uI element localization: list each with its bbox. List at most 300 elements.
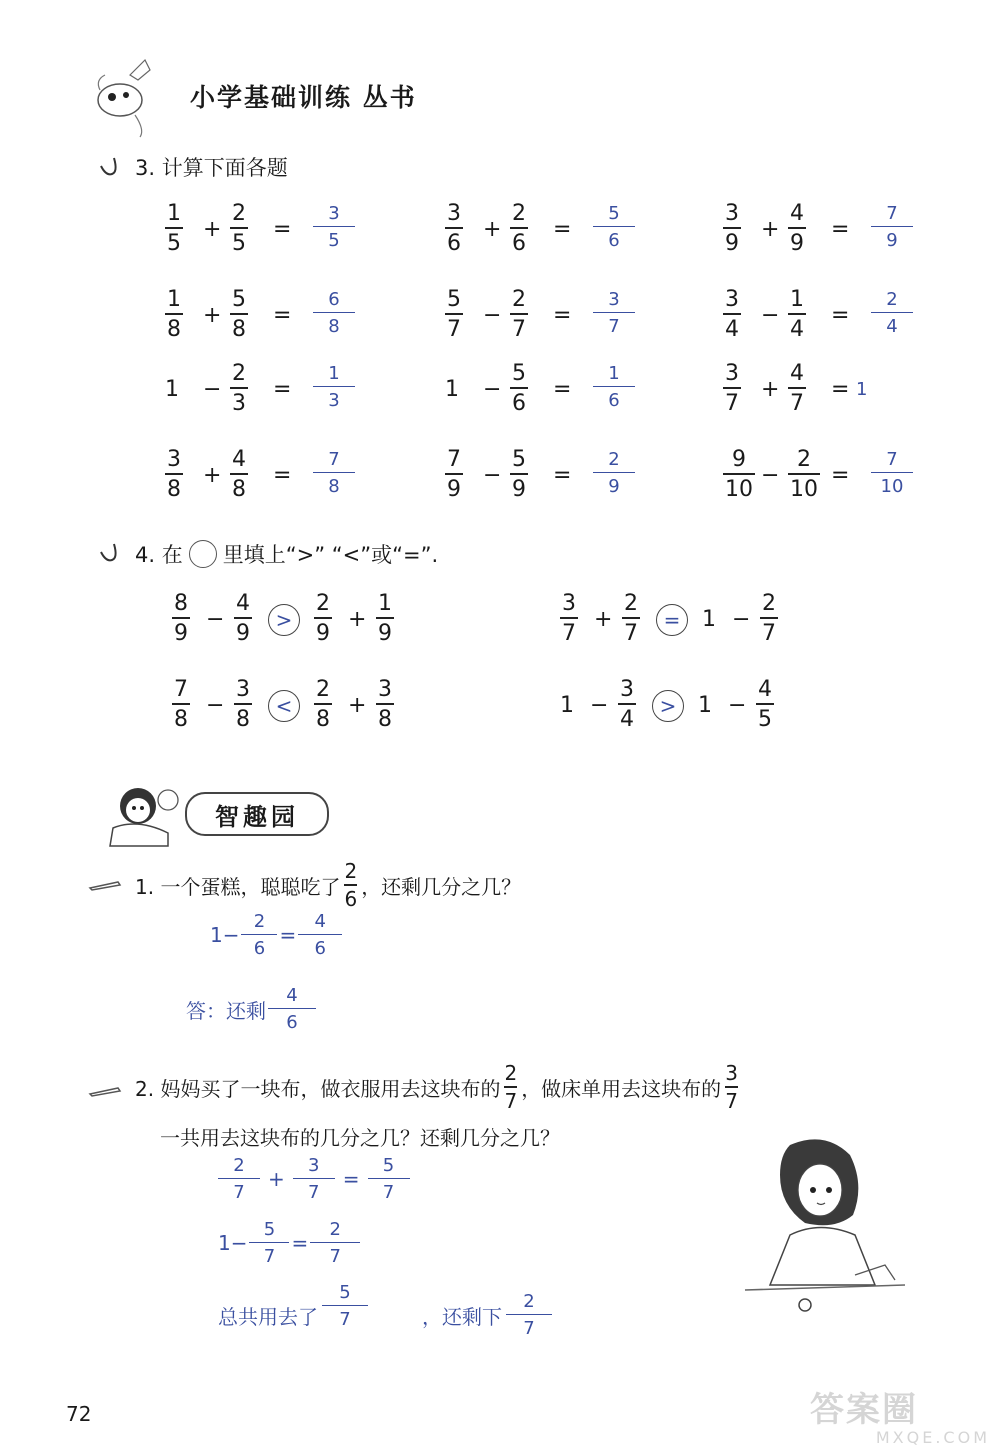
numerator: 2 [316, 591, 330, 616]
girl-reading-icon [98, 778, 188, 848]
fraction [445, 288, 463, 342]
fraction [165, 202, 183, 256]
denominator: 7 [308, 1181, 320, 1203]
fraction [445, 448, 463, 502]
fraction [376, 678, 394, 732]
fraction [510, 288, 528, 342]
fraction [234, 678, 252, 732]
numerator: 3 [328, 203, 340, 224]
numerator: 5 [382, 1155, 395, 1176]
numerator: 3 [725, 1061, 738, 1085]
fraction-bar [313, 226, 355, 227]
answer-fraction [313, 450, 355, 497]
numerator: 2 [329, 1219, 341, 1240]
numerator: 3 [608, 289, 620, 310]
problem-2-text-a: 2. 妈妈买了一块布，做衣服用去这块布的 [135, 1076, 501, 1101]
numerator: 3 [447, 201, 461, 226]
fraction-bar [445, 473, 463, 475]
fraction-bar [313, 312, 355, 313]
fraction-bar [788, 313, 806, 315]
fraction [723, 448, 755, 502]
fraction-bar [756, 703, 774, 705]
fraction-bar [445, 313, 463, 315]
comparison-sign: < [275, 694, 293, 718]
fraction-bar [165, 227, 183, 229]
denominator: 7 [329, 1245, 341, 1267]
fraction-bar [165, 473, 183, 475]
fraction-bar [234, 703, 252, 705]
numerator: 3 [167, 447, 181, 472]
series-title: 小学基础训练 丛书 [190, 83, 417, 112]
problem-2-text-b: ，做床单用去这块布的 [521, 1076, 722, 1101]
answer-fraction [871, 450, 913, 497]
operator: + [203, 303, 222, 328]
numerator: 3 [308, 1155, 320, 1176]
numerator: 4 [758, 677, 772, 702]
denominator: 7 [725, 1089, 738, 1113]
answer-fraction [593, 204, 635, 251]
fraction-bar [871, 226, 913, 227]
zhiqu-banner [185, 792, 329, 836]
fraction [293, 1156, 335, 1203]
denominator: 7 [263, 1245, 276, 1267]
fraction [788, 362, 806, 416]
problem-2-line-2: 一共用去这块布的几分之几？还剩几分之几？ [160, 1126, 560, 1150]
answer-label: 答：还剩 [186, 998, 266, 1023]
numerator: 3 [725, 201, 739, 226]
fraction [560, 592, 578, 646]
fraction-bar [871, 472, 913, 473]
operator: − [483, 377, 502, 402]
operator: = [342, 1167, 360, 1192]
denominator: 9 [316, 621, 330, 647]
denominator: 9 [512, 477, 526, 503]
problem-1-answer [186, 986, 316, 1033]
numerator: 7 [174, 677, 188, 702]
fraction [165, 288, 183, 342]
mascot-icon [90, 55, 170, 140]
denominator: 4 [886, 315, 898, 337]
work-equals: = [279, 923, 297, 948]
numerator: 5 [339, 1282, 351, 1303]
operator: − [206, 607, 225, 632]
fraction [788, 448, 820, 502]
denominator: 9 [790, 231, 804, 257]
numerator: 1 [167, 287, 181, 312]
page-number: 72 [66, 1402, 92, 1426]
numerator: 2 [233, 1155, 245, 1176]
fraction-bar [622, 617, 640, 619]
problem-1-text [135, 860, 521, 910]
fraction [510, 362, 528, 416]
operator: + [483, 217, 502, 242]
numerator: 2 [253, 911, 266, 932]
operator: = [831, 377, 850, 402]
comparison-sign: > [275, 608, 293, 632]
fraction-bar [368, 1178, 410, 1179]
numerator: 3 [236, 677, 250, 702]
denominator: 8 [328, 315, 340, 337]
problem-1-text-a: 1. 一个蛋糕，聪聪吃了 [135, 874, 341, 899]
fraction-bar [510, 387, 528, 389]
numerator: 2 [232, 361, 246, 386]
fraction-bar [723, 227, 741, 229]
numerator: 7 [886, 203, 898, 224]
problem-2-work-2 [218, 1220, 360, 1267]
numerator: 2 [523, 1291, 535, 1312]
denominator: 7 [562, 621, 576, 647]
fraction [165, 448, 183, 502]
numerator: 5 [447, 287, 461, 312]
operator: − [590, 693, 609, 718]
fraction [760, 592, 778, 646]
denominator: 4 [790, 317, 804, 343]
denominator: 5 [167, 231, 181, 257]
answer-fraction [871, 204, 913, 251]
operator: − [483, 463, 502, 488]
check-mark-icon [98, 540, 126, 568]
fraction [622, 592, 640, 646]
fraction-bar [230, 473, 248, 475]
fraction-bar [510, 473, 528, 475]
fraction-bar [376, 703, 394, 705]
operator: + [761, 377, 780, 402]
summary-fraction-2 [506, 1292, 552, 1339]
fraction [445, 202, 463, 256]
numerator: 9 [732, 447, 746, 472]
fraction-bar [723, 387, 741, 389]
denominator: 7 [382, 1181, 395, 1203]
numerator: 2 [608, 449, 620, 470]
fraction-bar [760, 617, 778, 619]
summary-label-2: ，还剩下 [422, 1304, 502, 1329]
denominator: 8 [232, 317, 246, 343]
fraction-bar [218, 1178, 260, 1179]
operator: = [553, 217, 572, 242]
denominator: 6 [608, 389, 620, 411]
denominator: 6 [253, 937, 266, 959]
section-3-title: 3. 计算下面各题 [135, 156, 288, 180]
numerator: 6 [328, 289, 340, 310]
number: 1 [165, 377, 179, 402]
numerator: 5 [608, 203, 620, 224]
denominator: 7 [233, 1181, 245, 1203]
denominator: 7 [790, 391, 804, 417]
fraction-bar [593, 226, 635, 227]
number: 1 [698, 693, 712, 718]
pencil-icon [88, 876, 122, 896]
watermark-logo-text: 答案圈 [810, 1390, 918, 1430]
operator: + [348, 607, 367, 632]
fraction-bar [593, 472, 635, 473]
denominator: 7 [523, 1317, 535, 1339]
numerator: 1 [790, 287, 804, 312]
zhiqu-title: 智趣园 [215, 802, 299, 831]
fraction [368, 1156, 410, 1203]
numerator: 2 [624, 591, 638, 616]
numerator: 4 [236, 591, 250, 616]
denominator: 3 [328, 389, 340, 411]
watermark [810, 1392, 990, 1446]
problem-2-fraction-1 [504, 1062, 517, 1112]
denominator: 7 [512, 317, 526, 343]
operator: = [553, 377, 572, 402]
denominator: 8 [378, 707, 392, 733]
operator: + [761, 217, 780, 242]
numerator: 1 [167, 201, 181, 226]
girl-sewing-illustration [735, 1135, 915, 1320]
fraction-bar [230, 227, 248, 229]
fraction-bar [723, 313, 741, 315]
fraction-bar [172, 617, 190, 619]
comparison-sign: > [659, 694, 677, 718]
operator: − [761, 303, 780, 328]
answer-fraction [313, 204, 355, 251]
answer-value: 1 [856, 379, 868, 400]
numerator: 2 [762, 591, 776, 616]
fraction-bar [510, 313, 528, 315]
answer-fraction [313, 364, 355, 411]
numerator: 3 [725, 287, 739, 312]
fraction-bar [376, 617, 394, 619]
numerator: 3 [378, 677, 392, 702]
number: 1 [702, 607, 716, 632]
denominator: 6 [608, 229, 620, 251]
fraction-bar [788, 387, 806, 389]
denominator: 9 [236, 621, 250, 647]
operator: + [203, 463, 222, 488]
denominator: 4 [620, 707, 634, 733]
fraction [723, 362, 741, 416]
operator: = [831, 217, 850, 242]
fraction-bar [230, 313, 248, 315]
denominator: 6 [314, 937, 326, 959]
numerator: 3 [620, 677, 634, 702]
fraction-bar [313, 386, 355, 387]
numerator: 7 [447, 447, 461, 472]
fraction-bar [445, 227, 463, 229]
summary-label-1: 总共用去了 [218, 1304, 318, 1329]
fraction-bar [560, 617, 578, 619]
numerator: 3 [725, 361, 739, 386]
summary-fraction-1 [322, 1283, 368, 1330]
operator: + [268, 1167, 285, 1192]
check-mark-icon [98, 154, 126, 182]
numerator: 4 [314, 911, 326, 932]
denominator: 7 [447, 317, 461, 343]
operator: = [273, 303, 292, 328]
work-fraction-2 [298, 912, 342, 959]
fraction-bar [313, 472, 355, 473]
fraction-bar [234, 617, 252, 619]
numerator: 2 [512, 287, 526, 312]
fraction [230, 362, 248, 416]
fraction [314, 592, 332, 646]
work-equals: = [291, 1231, 309, 1256]
problem-1-fraction [344, 860, 357, 910]
numerator: 4 [286, 985, 298, 1006]
denominator: 7 [624, 621, 638, 647]
fraction [230, 202, 248, 256]
denominator: 7 [339, 1308, 351, 1330]
comparison-sign: = [663, 608, 681, 632]
problem-1-work [210, 912, 342, 959]
denominator: 9 [608, 475, 620, 497]
fraction-bar [593, 386, 635, 387]
denominator: 10 [790, 477, 818, 503]
fraction [788, 202, 806, 256]
operator: = [831, 303, 850, 328]
fraction-bar [293, 1178, 335, 1179]
denominator: 6 [286, 1011, 298, 1033]
numerator: 1 [328, 363, 340, 384]
fraction [618, 678, 636, 732]
answer-fraction [268, 986, 316, 1033]
operator: = [553, 463, 572, 488]
denominator: 6 [344, 887, 358, 911]
numerator: 2 [512, 201, 526, 226]
fraction [172, 592, 190, 646]
blank-circle-icon [189, 540, 217, 568]
operator: = [273, 463, 292, 488]
fraction-bar [314, 617, 332, 619]
problem-2-work-1 [218, 1156, 410, 1203]
fraction-bar [788, 473, 820, 475]
work-fraction-2 [310, 1220, 360, 1267]
denominator: 10 [725, 477, 753, 503]
fraction [756, 678, 774, 732]
operator: − [761, 463, 780, 488]
operator: − [203, 377, 222, 402]
fraction [230, 288, 248, 342]
fraction [218, 1156, 260, 1203]
fraction-bar [871, 312, 913, 313]
numerator: 2 [886, 289, 898, 310]
problem-2-text [135, 1062, 742, 1112]
numerator: 8 [174, 591, 188, 616]
numerator: 7 [328, 449, 340, 470]
numerator: 5 [263, 1219, 276, 1240]
watermark-url: MXQE.COM [875, 1428, 990, 1447]
fraction-bar [230, 387, 248, 389]
problem-1-text-b: ，还剩几分之几？ [361, 874, 522, 899]
answer-fraction [313, 290, 355, 337]
fraction [172, 678, 190, 732]
operator: = [273, 377, 292, 402]
fraction-bar [593, 312, 635, 313]
denominator: 3 [232, 391, 246, 417]
fraction [230, 448, 248, 502]
number: 1 [445, 377, 459, 402]
denominator: 8 [328, 475, 340, 497]
fraction [376, 592, 394, 646]
denominator: 5 [328, 229, 340, 251]
work-fraction-1 [249, 1220, 289, 1267]
work-lead: 1− [218, 1231, 248, 1256]
numerator: 1 [608, 363, 620, 384]
operator: − [483, 303, 502, 328]
denominator: 7 [725, 391, 739, 417]
denominator: 10 [880, 475, 904, 497]
pencil-icon [88, 1082, 122, 1102]
numerator: 5 [232, 287, 246, 312]
operator: + [594, 607, 613, 632]
operator: = [831, 463, 850, 488]
denominator: 9 [725, 231, 739, 257]
section-4-title-end: 里填上“>” “<”或“=”. [222, 543, 439, 567]
numerator: 7 [886, 449, 898, 470]
denominator: 4 [725, 317, 739, 343]
operator: − [206, 693, 225, 718]
denominator: 7 [504, 1089, 518, 1113]
section-4-title-start: 4. 在 [135, 543, 183, 567]
numerator: 2 [797, 447, 811, 472]
fraction [723, 202, 741, 256]
denominator: 8 [167, 317, 181, 343]
numerator: 2 [504, 1061, 518, 1085]
denominator: 6 [512, 231, 526, 257]
fraction-bar [788, 227, 806, 229]
fraction [234, 592, 252, 646]
denominator: 7 [762, 621, 776, 647]
operator: − [732, 607, 751, 632]
denominator: 8 [174, 707, 188, 733]
denominator: 8 [167, 477, 181, 503]
numerator: 2 [344, 859, 358, 883]
denominator: 9 [447, 477, 461, 503]
comparison-circle [268, 690, 300, 722]
answer-fraction [871, 290, 913, 337]
fraction-bar [172, 703, 190, 705]
denominator: 9 [886, 229, 898, 251]
answer-fraction [593, 450, 635, 497]
denominator: 9 [174, 621, 188, 647]
fraction [788, 288, 806, 342]
fraction-bar [165, 313, 183, 315]
denominator: 8 [316, 707, 330, 733]
fraction [314, 678, 332, 732]
fraction [510, 448, 528, 502]
fraction-bar [510, 227, 528, 229]
denominator: 8 [236, 707, 250, 733]
fraction [510, 202, 528, 256]
work-lead: 1− [210, 923, 240, 948]
numerator: 4 [790, 201, 804, 226]
fraction-bar [618, 703, 636, 705]
fraction-bar [723, 473, 755, 475]
denominator: 6 [447, 231, 461, 257]
comparison-circle [268, 604, 300, 636]
numerator: 2 [316, 677, 330, 702]
fraction-bar [314, 703, 332, 705]
problem-2-fraction-2 [725, 1062, 738, 1112]
operator: = [553, 303, 572, 328]
work-fraction-1 [241, 912, 277, 959]
comparison-circle [652, 690, 684, 722]
answer-fraction [593, 290, 635, 337]
numerator: 1 [378, 591, 392, 616]
denominator: 7 [608, 315, 620, 337]
numerator: 4 [790, 361, 804, 386]
number: 1 [560, 693, 574, 718]
numerator: 5 [512, 361, 526, 386]
denominator: 5 [758, 707, 772, 733]
answer-fraction [593, 364, 635, 411]
denominator: 6 [512, 391, 526, 417]
fraction [723, 288, 741, 342]
denominator: 9 [378, 621, 392, 647]
section-4-title [135, 539, 438, 569]
